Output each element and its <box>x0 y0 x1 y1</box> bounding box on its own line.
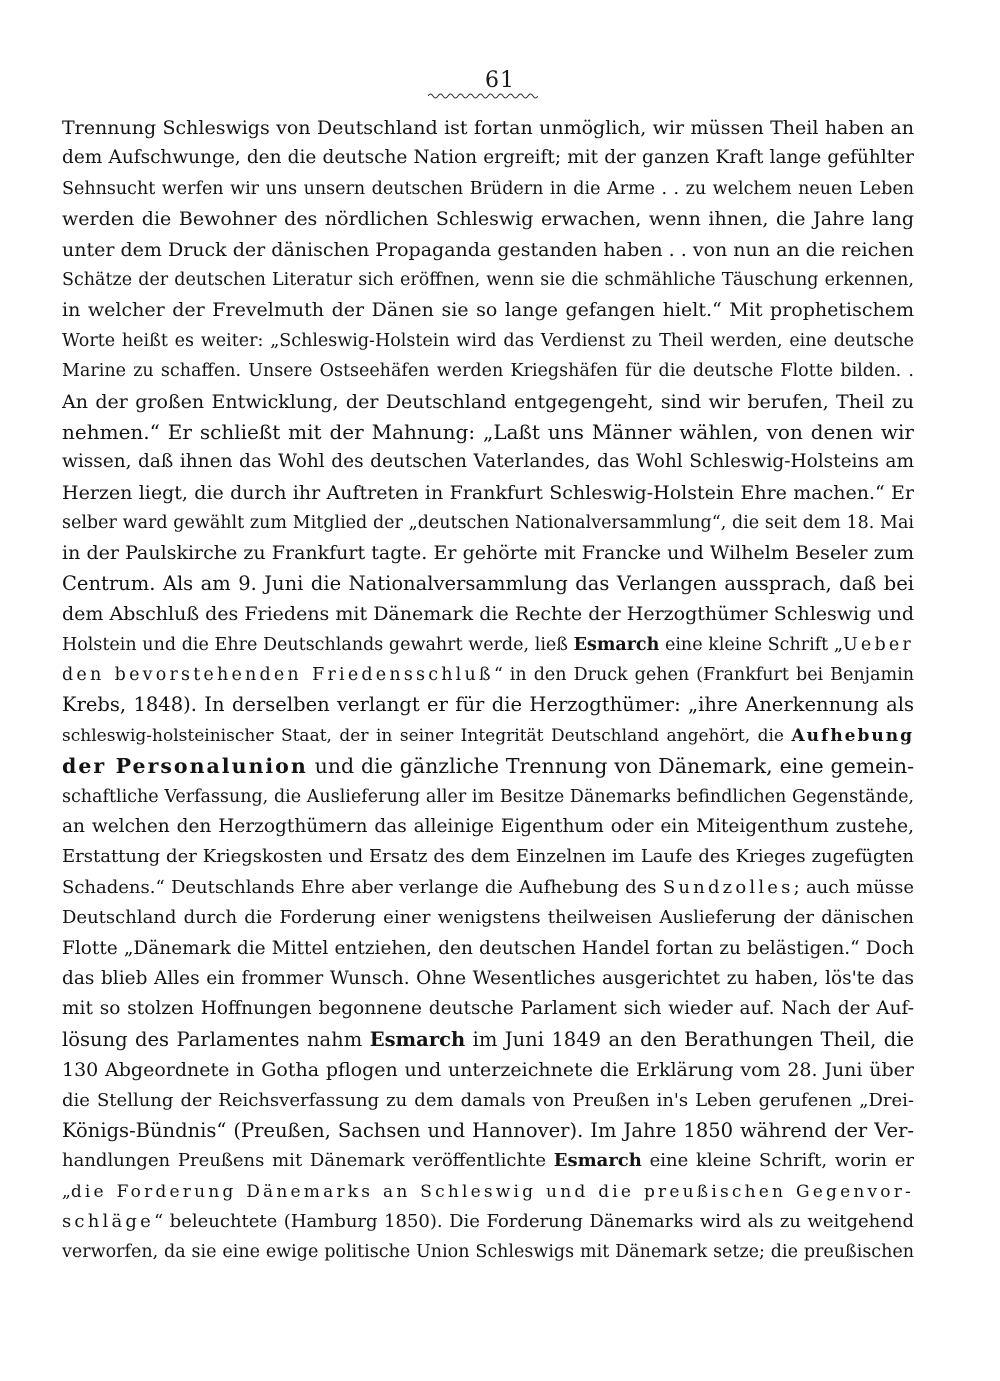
text-line <box>62 1116 914 1146</box>
text-run: Centrum. Als am 9. Juni die Nationalversammlung das Verlangen aussprach, daß bei <box>62 571 914 595</box>
body-text <box>62 113 914 1268</box>
text-line <box>62 143 914 173</box>
text-run: wissen, daß ihnen das Wohl des deutschen Vaterlandes, das Wohl Schleswig-Holsteins am <box>62 451 914 473</box>
text-run: Holstein und die Ehre Deutschlands gewahrt werde, ließ <box>62 634 574 655</box>
text-line <box>62 235 914 265</box>
text-line <box>62 447 914 477</box>
text-run: und die gänzliche Trennung von Dänemark, eine gemein- <box>307 754 914 779</box>
text-run: in welcher der Frevelmuth der Dänen sie so lange gefangen hielt.“ Mit prophetischem <box>62 299 914 322</box>
text-run: An der großen Entwicklung, der Deutschland entgegengeht, sind wir berufen, Theil zu <box>62 390 914 413</box>
text-line <box>62 113 914 143</box>
text-run: lösung des Parlamentes nahm <box>62 1027 370 1051</box>
emphasis-sp: Sundzolles <box>662 876 794 898</box>
text-line <box>62 356 914 386</box>
text-line <box>62 417 914 447</box>
text-run: im Juni 1849 an den Berathungen Theil, die <box>465 1027 914 1051</box>
text-run: Königs-Bündnis“ (Preußen, Sachsen und Hannover). Im Jahre 1850 während der Ver- <box>62 1118 914 1142</box>
text-line <box>62 387 914 417</box>
text-line <box>62 508 914 538</box>
emphasis-bold: Esmarch <box>553 1150 642 1172</box>
text-line <box>62 660 914 690</box>
text-line <box>62 782 914 812</box>
text-line <box>62 569 914 599</box>
text-line <box>62 1025 914 1055</box>
text-run: das blieb Alles ein frommer Wunsch. Ohne Wesentliches ausgerichtet zu haben, lös'te das <box>62 967 914 989</box>
text-line <box>62 842 914 872</box>
text-run: in der Paulskirche zu Frankfurt tagte. Er gehörte mit Francke und Wilhelm Beseler zum <box>62 542 914 565</box>
text-run: ; auch müsse <box>793 876 914 898</box>
text-run: an welchen den Herzogthümern das alleinige Eigenthum oder ein Miteigenthum zustehe, <box>62 815 914 837</box>
emphasis-bold: Esmarch <box>573 634 660 655</box>
text-run: „ <box>62 1181 71 1202</box>
wavy-rule-ornament <box>428 92 538 100</box>
text-run: “ in den Druck gehen (Frankfurt bei Benjamin <box>493 665 914 686</box>
text-run: eine kleine Schrift, worin er <box>641 1150 914 1172</box>
text-line <box>62 326 914 356</box>
text-run: Sehnsucht werfen wir uns unsern deutschen Brüdern in die Arme . . zu welchem neuen Leben <box>62 178 914 199</box>
text-line <box>62 295 914 325</box>
text-line <box>62 1086 914 1116</box>
text-run: dem Abschluß des Friedens mit Dänemark die Rechte der Herzogthümer Schleswig und <box>62 603 914 626</box>
text-run: 130 Abgeordnete in Gotha pflogen und unterzeichnete die Erklärung vom 28. Juni über <box>62 1059 914 1082</box>
emphasis-sp: Ueber <box>842 634 914 655</box>
text-line <box>62 903 914 933</box>
emphasis-sp: den bevorstehenden Friedensschluß <box>62 665 494 686</box>
text-run: “ beleuchtete (Hamburg 1850). Die Forderung Dänemarks wird als zu weitgehend <box>153 1211 914 1233</box>
text-run: Trennung Schleswigs von Deutschland ist fortan unmöglich, wir müssen Theil haben an <box>62 117 914 139</box>
text-run: Schätze der deutschen Literatur sich eröffnen, wenn sie die schmähliche Täuschung erkennen, <box>62 269 914 290</box>
text-line <box>62 934 914 964</box>
text-line <box>62 994 914 1024</box>
text-run: Flotte „Dänemark die Mittel entziehen, den deutschen Handel fortan zu belästigen.“ Doch <box>62 937 914 959</box>
text-run: Deutschland durch die Forderung einer wenigstens theilweisen Auslieferung der dänischen <box>62 907 914 929</box>
text-run: Herzen liegt, die durch ihr Auftreten in Frankfurt Schleswig-Holstein Ehre machen.“ Er <box>62 481 914 504</box>
text-run: Schadens.“ Deutschlands Ehre aber verlange die Aufhebung des <box>62 876 663 898</box>
text-line <box>62 204 914 234</box>
text-run: werden die Bewohner des nördlichen Schleswig erwachen, wenn ihnen, die Jahre lang <box>62 208 914 231</box>
text-run: verworfen, da sie eine ewige politische Union Schleswigs mit Dänemark setze; die preußischen <box>62 1242 914 1263</box>
text-run: schleswig-holsteinischer Staat, der in seiner Integrität Deutschland angehört, die <box>62 725 792 746</box>
text-run: eine kleine Schrift „ <box>659 634 843 655</box>
text-line <box>62 1146 914 1176</box>
text-run: dem Aufschwunge, den die deutsche Nation ergreift; mit der ganzen Kraft lange gefühlter <box>62 147 914 169</box>
text-line <box>62 873 914 903</box>
emphasis-boldsp: Aufhebung <box>791 725 914 746</box>
text-run: Krebs, 1848). In derselben verlangt er für die Herzogthümer: „ihre Anerkennung als <box>62 693 914 717</box>
text-line <box>62 1177 914 1207</box>
text-line <box>62 964 914 994</box>
text-line <box>62 265 914 295</box>
text-line <box>62 812 914 842</box>
text-run: nehmen.“ Er schließt mit der Mahnung: „Laßt uns Männer wählen, von denen wir <box>62 419 914 444</box>
text-run: handlungen Preußens mit Dänemark veröffentlichte <box>62 1150 554 1172</box>
text-run: mit so stolzen Hoffnungen begonnene deutsche Parlament sich wieder auf. Nach der Auf- <box>62 998 914 1020</box>
text-run: schaftliche Verfassung, die Auslieferung aller im Besitze Dänemarks befindlichen Gegenstände, <box>62 786 914 807</box>
text-line <box>62 538 914 568</box>
emphasis-bold: Esmarch <box>369 1027 466 1051</box>
text-line <box>62 721 914 751</box>
text-run: Marine zu schaffen. Unsere Ostseehäfen werden Kriegshäfen für die deutsche Flotte bilden. . <box>62 361 914 382</box>
text-run: die Stellung der Reichsverfassung zu dem damals von Preußen in's Leben gerufenen „Drei- <box>62 1089 914 1111</box>
text-run: Worte heißt es weiter: „Schleswig-Holstein wird das Verdienst zu Theil werden, eine deutsche <box>62 330 914 351</box>
text-line <box>62 599 914 629</box>
text-line <box>62 1237 914 1267</box>
emphasis-boldsp: der Personalunion <box>62 754 308 779</box>
text-line <box>62 1207 914 1237</box>
text-line <box>62 1055 914 1085</box>
text-run: unter dem Druck der dänischen Propaganda gestanden haben . . von nun an die reichen <box>62 238 914 261</box>
text-run: Erstattung der Kriegskosten und Ersatz des dem Einzelnen im Laufe des Krieges zugefügten <box>62 846 914 868</box>
emphasis-sp: die Forderung Dänemarks an Schleswig und die preußischen Gegenvor- <box>70 1181 914 1202</box>
page-number: 61 <box>485 68 515 93</box>
text-line <box>62 690 914 720</box>
text-line <box>62 630 914 660</box>
text-run: selber ward gewählt zum Mitglied der „deutschen Nationalversammlung“, die seit dem 18. Mai <box>62 513 914 534</box>
emphasis-sp: schläge <box>62 1211 154 1233</box>
text-line <box>62 478 914 508</box>
text-line <box>62 751 914 781</box>
text-line <box>62 174 914 204</box>
